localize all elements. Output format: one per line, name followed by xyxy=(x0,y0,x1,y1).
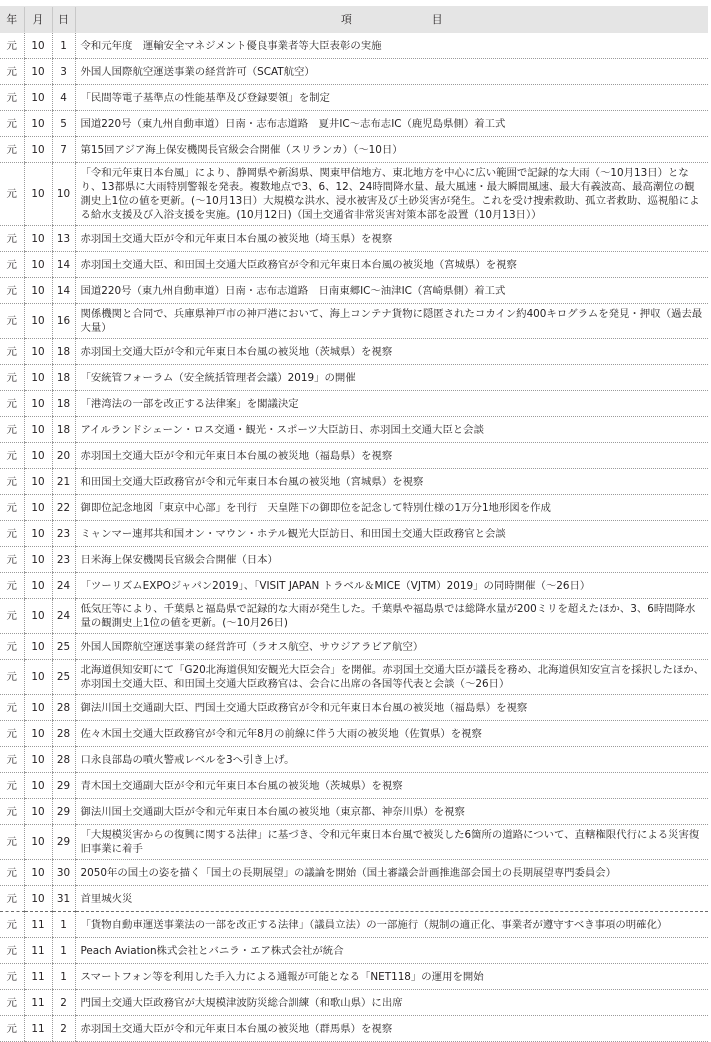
day-cell: 18 xyxy=(52,339,75,365)
day-cell: 16 xyxy=(52,304,75,339)
month-cell: 10 xyxy=(24,226,52,252)
month-cell: 10 xyxy=(24,365,52,391)
table-row xyxy=(0,278,708,304)
year-cell: 元 xyxy=(0,990,24,1016)
month-cell: 10 xyxy=(24,799,52,825)
event-cell: 赤羽国土交通大臣が令和元年東日本台風の被災地（群馬県）を視察 xyxy=(75,1016,708,1042)
table-row xyxy=(0,443,708,469)
month-cell: 10 xyxy=(24,599,52,634)
day-cell: 25 xyxy=(52,660,75,695)
month-cell: 10 xyxy=(24,695,52,721)
day-cell: 1 xyxy=(52,938,75,964)
year-cell: 元 xyxy=(0,660,24,695)
table-row xyxy=(0,304,708,339)
event-cell: 佐々木国土交通大臣政務官が令和元年8月の前線に伴う大雨の被災地（佐賀県）を視察 xyxy=(75,721,708,747)
event-cell: 外国人国際航空運送事業の経営許可（SCAT航空） xyxy=(75,59,708,85)
table-row xyxy=(0,634,708,660)
month-cell: 10 xyxy=(24,59,52,85)
event-cell: 赤羽国土交通大臣、和田国土交通大臣政務官が令和元年東日本台風の被災地（宮城県）を視察 xyxy=(75,252,708,278)
day-cell: 1 xyxy=(52,964,75,990)
event-cell: 外国人国際航空運送事業の経営許可（ラオス航空、サウジアラビア航空） xyxy=(75,634,708,660)
month-cell: 10 xyxy=(24,391,52,417)
day-cell: 24 xyxy=(52,599,75,634)
event-cell: 赤羽国土交通大臣が令和元年東日本台風の被災地（福島県）を視察 xyxy=(75,443,708,469)
year-cell: 元 xyxy=(0,111,24,137)
table-row xyxy=(0,417,708,443)
header-item xyxy=(75,7,708,33)
year-cell: 元 xyxy=(0,860,24,886)
table-row xyxy=(0,721,708,747)
event-cell: 御法川国土交通副大臣が令和元年東日本台風の被災地（東京都、神奈川県）を視察 xyxy=(75,799,708,825)
table-row xyxy=(0,1016,708,1042)
month-cell: 10 xyxy=(24,443,52,469)
month-cell: 10 xyxy=(24,860,52,886)
month-cell: 10 xyxy=(24,278,52,304)
event-cell: ミャンマー連邦共和国オン・マウン・ホテル観光大臣訪日、和田国土交通大臣政務官と会談 xyxy=(75,521,708,547)
month-cell: 10 xyxy=(24,495,52,521)
table-row xyxy=(0,573,708,599)
table-row xyxy=(0,85,708,111)
day-cell: 14 xyxy=(52,252,75,278)
event-cell: 「港湾法の一部を改正する法律案」を閣議決定 xyxy=(75,391,708,417)
month-cell: 10 xyxy=(24,886,52,912)
table-row xyxy=(0,111,708,137)
month-cell: 10 xyxy=(24,660,52,695)
table-row xyxy=(0,137,708,163)
event-cell: 口永良部島の噴火警戒レベルを3へ引き上げ。 xyxy=(75,747,708,773)
header-item-b: 目 xyxy=(431,13,443,26)
month-cell: 10 xyxy=(24,469,52,495)
year-cell: 元 xyxy=(0,59,24,85)
month-cell: 10 xyxy=(24,547,52,573)
day-cell: 2 xyxy=(52,1016,75,1042)
day-cell: 1 xyxy=(52,912,75,938)
day-cell: 3 xyxy=(52,59,75,85)
event-cell: Peach Aviation株式会社とバニラ・エア株式会社が統合 xyxy=(75,938,708,964)
day-cell: 24 xyxy=(52,573,75,599)
month-cell: 10 xyxy=(24,304,52,339)
table-row xyxy=(0,747,708,773)
day-cell: 1 xyxy=(52,33,75,59)
event-cell: 赤羽国土交通大臣が令和元年東日本台風の被災地（埼玉県）を視察 xyxy=(75,226,708,252)
year-cell: 元 xyxy=(0,85,24,111)
day-cell: 28 xyxy=(52,695,75,721)
table-row xyxy=(0,391,708,417)
event-cell: 門国土交通大臣政務官が大規模津波防災総合訓練（和歌山県）に出席 xyxy=(75,990,708,1016)
table-row xyxy=(0,252,708,278)
chronology-table xyxy=(0,6,708,1042)
year-cell: 元 xyxy=(0,886,24,912)
header-year: 年 xyxy=(0,7,24,33)
event-cell: 「民間等電子基準点の性能基準及び登録要領」を制定 xyxy=(75,85,708,111)
table-row xyxy=(0,547,708,573)
table-row xyxy=(0,773,708,799)
year-cell: 元 xyxy=(0,573,24,599)
year-cell: 元 xyxy=(0,825,24,860)
day-cell: 23 xyxy=(52,521,75,547)
table-row xyxy=(0,695,708,721)
year-cell: 元 xyxy=(0,521,24,547)
table-row xyxy=(0,59,708,85)
day-cell: 23 xyxy=(52,547,75,573)
table-row xyxy=(0,825,708,860)
event-cell: 「貨物自動車運送事業法の一部を改正する法律」（議員立法）の一部施行（規制の適正化、事業者が遵守すべき事項の明確化） xyxy=(75,912,708,938)
day-cell: 20 xyxy=(52,443,75,469)
month-cell: 10 xyxy=(24,634,52,660)
month-cell: 10 xyxy=(24,417,52,443)
day-cell: 18 xyxy=(52,365,75,391)
event-cell: 日米海上保安機関長官級会合開催（日本） xyxy=(75,547,708,573)
year-cell: 元 xyxy=(0,443,24,469)
day-cell: 30 xyxy=(52,860,75,886)
table-row xyxy=(0,912,708,938)
day-cell: 21 xyxy=(52,469,75,495)
day-cell: 5 xyxy=(52,111,75,137)
table-row xyxy=(0,495,708,521)
month-cell: 10 xyxy=(24,825,52,860)
event-cell: 国道220号（東九州自動車道）日南・志布志道路 日南東郷IC〜油津IC（宮崎県側）着工式 xyxy=(75,278,708,304)
table-row xyxy=(0,660,708,695)
table-row xyxy=(0,799,708,825)
table-row xyxy=(0,990,708,1016)
year-cell: 元 xyxy=(0,304,24,339)
day-cell: 4 xyxy=(52,85,75,111)
table-row xyxy=(0,163,708,226)
year-cell: 元 xyxy=(0,339,24,365)
year-cell: 元 xyxy=(0,365,24,391)
event-cell: スマートフォン等を利用した手入力による通報が可能となる「NET118」の運用を開始 xyxy=(75,964,708,990)
table-row xyxy=(0,964,708,990)
event-cell: 「大規模災害からの復興に関する法律」に基づき、令和元年東日本台風で被災した6箇所の道路について、直轄権限代行による災害復旧事業に着手 xyxy=(75,825,708,860)
table-row xyxy=(0,886,708,912)
month-cell: 10 xyxy=(24,111,52,137)
header-item-a: 項 xyxy=(340,13,352,26)
table-row xyxy=(0,599,708,634)
header-day: 日 xyxy=(52,7,75,33)
month-cell: 10 xyxy=(24,137,52,163)
table-row xyxy=(0,33,708,59)
event-cell: 2050年の国土の姿を描く「国土の長期展望」の議論を開始（国土審議会計画推進部会国土の長期展望専門委員会） xyxy=(75,860,708,886)
day-cell: 29 xyxy=(52,773,75,799)
day-cell: 18 xyxy=(52,391,75,417)
table-row xyxy=(0,469,708,495)
day-cell: 7 xyxy=(52,137,75,163)
year-cell: 元 xyxy=(0,964,24,990)
event-cell: 北海道倶知安町にて「G20北海道倶知安観光大臣会合」を開催。赤羽国土交通大臣が議長を務め、北海道倶知安宣言を採択したほか、赤羽国土交通大臣、和田国土交通大臣政務官は、会合に出席の各国等代表と会談（〜26日） xyxy=(75,660,708,695)
table-row xyxy=(0,226,708,252)
month-cell: 11 xyxy=(24,990,52,1016)
event-cell: 「令和元年東日本台風」により、静岡県や新潟県、関東甲信地方、東北地方を中心に広い範囲で記録的な大雨（〜10月13日）となり、13都県に大雨特別警報を発表。複数地点で3、6、12、24時間降水量、最大風速・最大瞬間風速、最大有義波高、最高潮位の観測史上1位の値を更新。(〜10月13日）大規模な洪水、浸水被害及び土砂災害が発生。これを受け捜索救助、孤立者救助、巡視船による給水支援及び入浴支援を実施。(10月12日)（国土交通省非常災害対策本部を設置（10月13日）） xyxy=(75,163,708,226)
event-cell: 御法川国土交通副大臣、門国土交通大臣政務官が令和元年東日本台風の被災地（福島県）を視察 xyxy=(75,695,708,721)
year-cell: 元 xyxy=(0,695,24,721)
month-cell: 10 xyxy=(24,339,52,365)
header-month: 月 xyxy=(24,7,52,33)
event-cell: 令和元年度 運輸安全マネジメント優良事業者等大臣表彰の実施 xyxy=(75,33,708,59)
day-cell: 22 xyxy=(52,495,75,521)
month-cell: 10 xyxy=(24,163,52,226)
year-cell: 元 xyxy=(0,278,24,304)
day-cell: 29 xyxy=(52,799,75,825)
month-cell: 10 xyxy=(24,252,52,278)
year-cell: 元 xyxy=(0,634,24,660)
year-cell: 元 xyxy=(0,163,24,226)
year-cell: 元 xyxy=(0,226,24,252)
day-cell: 25 xyxy=(52,634,75,660)
event-cell: アイルランドシェーン・ロス交通・観光・スポーツ大臣訪日、赤羽国土交通大臣と会談 xyxy=(75,417,708,443)
year-cell: 元 xyxy=(0,33,24,59)
event-cell: 「ツーリズムEXPOジャパン2019」、「VISIT JAPAN トラベル＆MICE（VJTM）2019」の同時開催（〜26日） xyxy=(75,573,708,599)
table-row xyxy=(0,365,708,391)
day-cell: 2 xyxy=(52,990,75,1016)
year-cell: 元 xyxy=(0,912,24,938)
year-cell: 元 xyxy=(0,137,24,163)
day-cell: 28 xyxy=(52,747,75,773)
table-body xyxy=(0,33,708,1042)
year-cell: 元 xyxy=(0,599,24,634)
year-cell: 元 xyxy=(0,799,24,825)
day-cell: 29 xyxy=(52,825,75,860)
year-cell: 元 xyxy=(0,721,24,747)
day-cell: 28 xyxy=(52,721,75,747)
year-cell: 元 xyxy=(0,1016,24,1042)
table-row xyxy=(0,339,708,365)
month-cell: 11 xyxy=(24,1016,52,1042)
month-cell: 10 xyxy=(24,33,52,59)
year-cell: 元 xyxy=(0,252,24,278)
month-cell: 11 xyxy=(24,964,52,990)
event-cell: 関係機関と合同で、兵庫県神戸市の神戸港において、海上コンテナ貨物に隠匿されたコカイン約400キログラムを発見・押収（過去最大量） xyxy=(75,304,708,339)
month-cell: 10 xyxy=(24,521,52,547)
event-cell: 青木国土交通副大臣が令和元年東日本台風の被災地（茨城県）を視察 xyxy=(75,773,708,799)
year-cell: 元 xyxy=(0,938,24,964)
table-row xyxy=(0,860,708,886)
year-cell: 元 xyxy=(0,469,24,495)
event-cell: 御即位記念地図「東京中心部」を刊行 天皇陛下の御即位を記念して特別仕様の1万分1地形図を作成 xyxy=(75,495,708,521)
year-cell: 元 xyxy=(0,495,24,521)
year-cell: 元 xyxy=(0,547,24,573)
event-cell: 第15回アジア海上保安機関長官級会合開催（スリランカ）（〜10日） xyxy=(75,137,708,163)
table-row xyxy=(0,521,708,547)
month-cell: 11 xyxy=(24,912,52,938)
event-cell: 首里城火災 xyxy=(75,886,708,912)
month-cell: 11 xyxy=(24,938,52,964)
event-cell: 和田国土交通大臣政務官が令和元年東日本台風の被災地（宮城県）を視察 xyxy=(75,469,708,495)
month-cell: 10 xyxy=(24,773,52,799)
day-cell: 10 xyxy=(52,163,75,226)
month-cell: 10 xyxy=(24,85,52,111)
year-cell: 元 xyxy=(0,773,24,799)
table-header-row xyxy=(0,7,708,33)
day-cell: 14 xyxy=(52,278,75,304)
month-cell: 10 xyxy=(24,747,52,773)
day-cell: 18 xyxy=(52,417,75,443)
event-cell: 赤羽国土交通大臣が令和元年東日本台風の被災地（茨城県）を視察 xyxy=(75,339,708,365)
event-cell: 低気圧等により、千葉県と福島県で記録的な大雨が発生した。千葉県や福島県では総降水量が200ミリを超えたほか、3、6時間降水量の観測史上1位の値を更新。(〜10月26日) xyxy=(75,599,708,634)
event-cell: 「安統管フォーラム（安全統括管理者会議）2019」の開催 xyxy=(75,365,708,391)
month-cell: 10 xyxy=(24,573,52,599)
table-row xyxy=(0,938,708,964)
year-cell: 元 xyxy=(0,391,24,417)
event-cell: 国道220号（東九州自動車道）日南・志布志道路 夏井IC〜志布志IC（鹿児島県側）着工式 xyxy=(75,111,708,137)
year-cell: 元 xyxy=(0,747,24,773)
year-cell: 元 xyxy=(0,417,24,443)
day-cell: 31 xyxy=(52,886,75,912)
month-cell: 10 xyxy=(24,721,52,747)
day-cell: 13 xyxy=(52,226,75,252)
